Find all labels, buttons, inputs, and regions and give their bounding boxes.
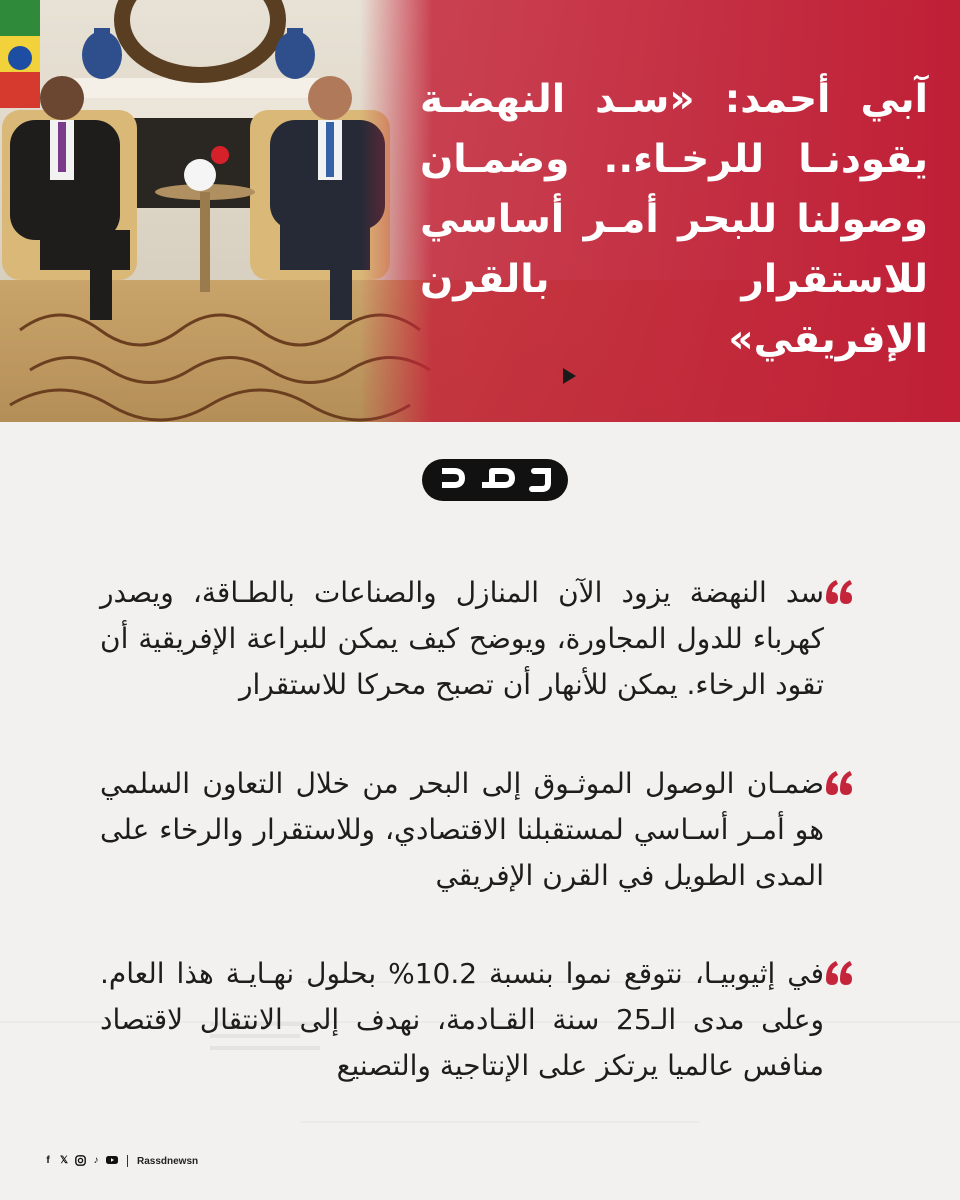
instagram-icon[interactable]: [74, 1155, 86, 1167]
quote-2: ضمـان الوصول الموثـوق إلى البحر من خلال التعاون السلمي هو أمـر أسـاسي لمستقبلنا الاقتصادي، وللاستقرار والرخاء على المدى الطويل في القرن الإفريقي: [100, 767, 824, 892]
quote-mark-icon: [820, 763, 856, 803]
rassd-logo-icon: [422, 459, 568, 501]
quote-3: في إثيوبيـا، نتوقع نموا بنسبة 10.2% بحلول نهـايـة هذا العام. وعلى مدى الـ25 سنة القـادمة، نهدف إلى الانتقال لاقتصاد منافس عالميا يرتكز على الإنتاجية والتصنيع: [100, 957, 825, 1082]
headline: آبي أحمد: «سـد النهضـة يقودنـا للرخـاء.. وضمـان وصولنا للبحر أمـر أساسي للاستقرار بالقرن الإفريقي»: [420, 77, 928, 362]
social-footer: [42, 1153, 198, 1169]
youtube-icon[interactable]: [106, 1155, 118, 1167]
brand-logo: [422, 459, 568, 501]
play-arrow-icon: [563, 368, 576, 384]
tiktok-icon[interactable]: ♪: [93, 1155, 99, 1166]
quote-mark-icon: [820, 953, 856, 993]
hero-banner: [0, 0, 960, 422]
social-handle[interactable]: Rassdnewsn: [137, 1155, 199, 1167]
footer-divider: [127, 1155, 128, 1167]
quote-mark-icon: [820, 572, 856, 612]
facebook-icon[interactable]: f: [46, 1155, 50, 1166]
quote-1: سد النهضة يزود الآن المنازل والصناعات بالطـاقة، ويصدر كهرباء للدول المجاورة، ويوضح كيف يمكن للبراعة الإفريقية أن تقود الرخاء. يمكن للأنهار أن تصبح محركا للاستقرار: [100, 576, 824, 701]
x-icon[interactable]: 𝕏: [59, 1155, 69, 1166]
